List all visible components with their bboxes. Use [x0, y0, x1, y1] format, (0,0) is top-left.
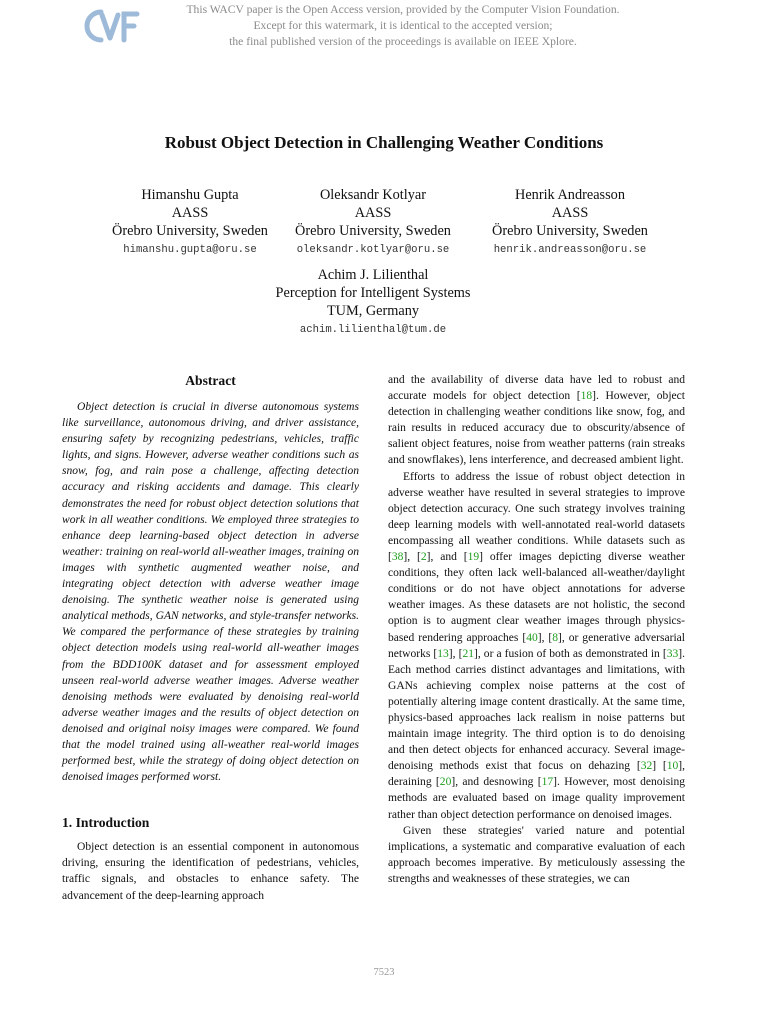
citation-link[interactable]: 33: [666, 647, 679, 660]
author-name: Oleksandr Kotlyar: [319, 187, 426, 203]
citation-link[interactable]: 40: [526, 631, 538, 644]
left-column: [62, 372, 359, 904]
citation-link[interactable]: 17: [541, 776, 554, 789]
author-email: henrik.andreasson@oru.se: [493, 244, 647, 256]
abstract-heading: Abstract: [185, 373, 236, 388]
body-paragraph: and the availability of diverse data have led to robust and accurate models for object detection [18]. However, object detection in challenging weather conditions like snow, fog, and rain results in reduced accuracy due to obscurity/absence of salient object features, noise from weather patterns (rain streaks and snowflakes), lens interference, and decreased ambient light.: [388, 374, 685, 467]
citation-link[interactable]: 10: [666, 760, 679, 773]
author-email: himanshu.gupta@oru.se: [123, 244, 257, 256]
citation-link[interactable]: 20: [439, 776, 452, 789]
citation-link[interactable]: 32: [640, 760, 653, 773]
author-name: Achim J. Lilienthal: [317, 267, 429, 283]
author-block: [472, 186, 668, 257]
intro-paragraph: Object detection is an essential component in autonomous driving, ensuring the identification of pedestrians, vehicles, traffic signals, and obstacles to enhance safety. The advancement of the deep-learning approach: [62, 841, 359, 902]
author-block: [95, 186, 285, 257]
author-affiliation: TUM, Germany: [326, 303, 420, 319]
open-access-watermark: [160, 2, 646, 50]
paper-title: Robust Object Detection in Challenging Weather Conditions: [164, 133, 604, 152]
abstract-text: Object detection is crucial in diverse autonomous systems like surveillance, autonomous driving, and driver assistance, ensuring safety by recognizing pedestrians, vehicles, traffic lights, and signs. However, adverse weather conditions such as snow, fog, and rain pose a challenge, affecting detection accuracy and risking accidents and damage. This clearly demonstrates the need for robust object detection solutions that work in all weather conditions. We employed three strategies to enhance deep learning-based object detection in adverse weather: training on real-world all-weather images, training on images with synthetic augmented weather noise, and integrating object detection with adverse weather image denoising. The synthetic weather noise is generated using analytical methods, GAN networks, and style-transfer networks. We compared the performance of these strategies by training object detection models using real-world all-weather images from the BDD100K dataset and for assessment employed unseen real-world adverse weather images. Adverse weather denoising methods were evaluated by denoising real-world adverse weather images and the results of object detection on denoised and original noisy images were compared. We found that the model trained using all-weather real-world images performed best, while the strategy of doing object detection on denoised images performed worst.: [62, 401, 359, 784]
body-paragraph: Given these strategies' varied nature and potential implications, a systematic and comparative evaluation of each approach becomes imperative. By meticulously assessing the strengths and weaknesses of these strategies, we can: [388, 824, 685, 885]
watermark-line: the final published version of the proceedings is available on IEEE Xplore.: [229, 35, 577, 48]
right-column: [388, 372, 685, 887]
citation-link[interactable]: 13: [437, 647, 449, 660]
watermark-line: Except for this watermark, it is identical to the accepted version;: [253, 19, 553, 32]
author-affiliation: Perception for Intelligent Systems: [275, 285, 471, 301]
citation-link[interactable]: 8: [552, 631, 559, 644]
introduction-heading: 1. Introduction: [62, 815, 150, 831]
author-email: oleksandr.kotlyar@oru.se: [296, 244, 450, 256]
author-name: Henrik Andreasson: [515, 187, 625, 203]
author-affiliation: AASS: [171, 205, 209, 221]
author-affiliation: Örebro University, Sweden: [112, 223, 268, 239]
citation-link[interactable]: 18: [580, 390, 593, 403]
page-number: 7523: [373, 967, 395, 978]
citation-link[interactable]: 2: [420, 551, 427, 564]
author-block: [278, 186, 468, 257]
author-affiliation: AASS: [354, 205, 392, 221]
citation-link[interactable]: 38: [391, 551, 404, 564]
body-paragraph: Efforts to address the issue of robust object detection in adverse weather have resulted in several strategies to improve object detection accuracy. One such strategy involves training deep learning models with well-annotated real-world datasets encompassing all weather conditions. While datasets such as [38], [2], and [19] offer images depicting diverse weather conditions, they often lack well-balanced all-weather/daylight conditions or do not have object annotations for adverse weather images. As these datasets are not holistic, the second option is to augment clear weather images through physics-based rendering approaches [40], [8], or generative adversarial networks [13], [21], or a fusion of both as demonstrated in [33]. Each method carries distinct advantages and limitations, with GANs achieving complex noise patterns at the cost of potentially altering image content drastically. At the same time, physics-based approaches lack realism in noise patterns but maintain image integrity. The third option is to do denoising and then detect objects for enhanced accuracy. Several image-denoising methods exist that focus on dehazing [32] [10], deraining [20], and desnowing [17]. However, most denoising methods are evaluated based on image quality improvement rather than object detection performance on denoised images.: [388, 470, 686, 821]
author-affiliation: Örebro University, Sweden: [295, 223, 451, 239]
author-email: achim.lilienthal@tum.de: [299, 324, 447, 336]
watermark-line: This WACV paper is the Open Access version, provided by the Computer Vision Foundation.: [186, 3, 620, 16]
citation-link[interactable]: 19: [467, 551, 480, 564]
author-affiliation: Örebro University, Sweden: [492, 223, 648, 239]
author-name: Himanshu Gupta: [141, 187, 239, 203]
author-affiliation: AASS: [551, 205, 589, 221]
cvf-logo-icon: [84, 6, 140, 46]
citation-link[interactable]: 21: [462, 647, 474, 660]
author-block: [234, 266, 512, 337]
